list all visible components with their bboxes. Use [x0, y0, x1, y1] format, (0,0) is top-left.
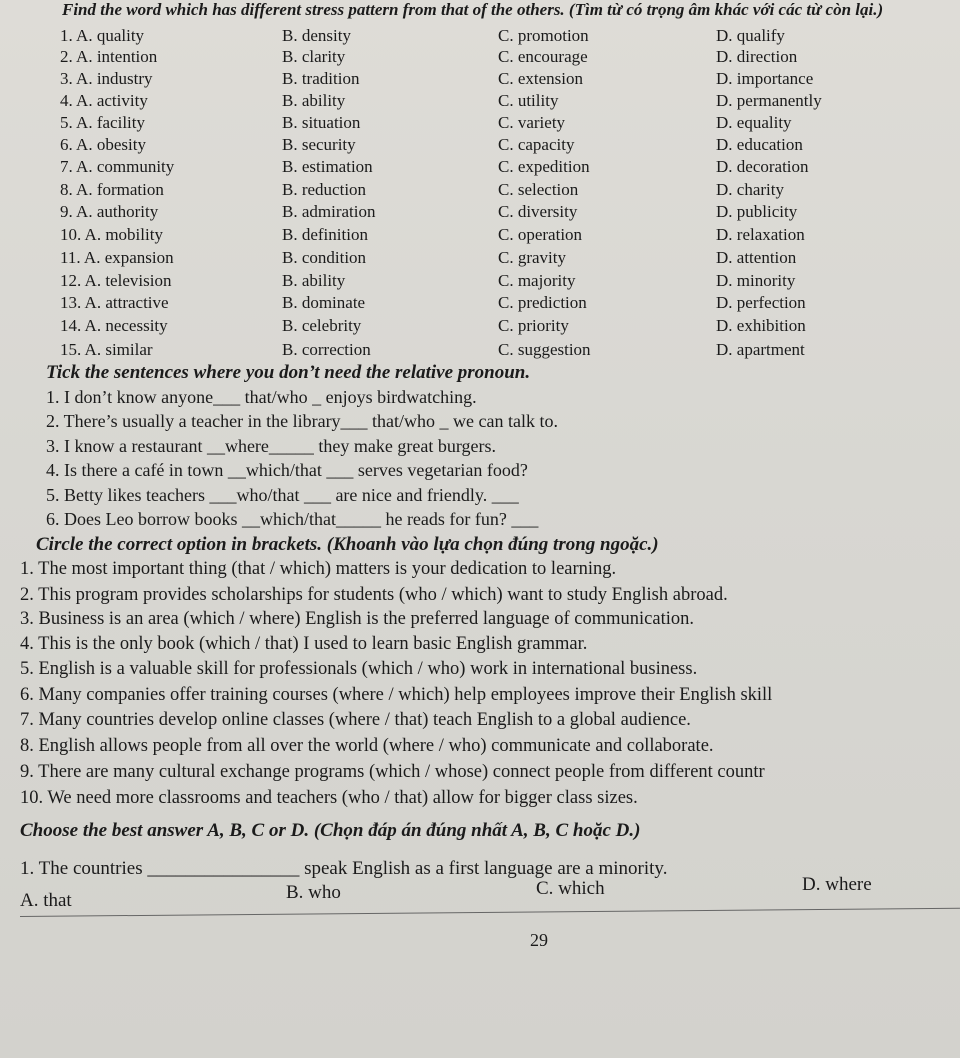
- table-row: [0, 340, 960, 362]
- table-row: [0, 47, 960, 69]
- list-item: 9. There are many cultural exchange programs (which / whose) connect people from different countr: [20, 762, 765, 782]
- section2-title: Tick the sentences where you don’t need the relative pronoun.: [46, 362, 531, 383]
- option-c: C. variety: [498, 113, 566, 132]
- option-d: D. education: [716, 135, 803, 154]
- option-b: B. admiration: [282, 202, 376, 221]
- table-row: [0, 248, 960, 270]
- option-b: B. reduction: [282, 180, 367, 199]
- option-a: 2. A. intention: [60, 47, 158, 66]
- option-a: 11. A. expansion: [60, 248, 174, 267]
- list-item: 4. This is the only book (which / that) I used to learn basic English grammar.: [20, 634, 588, 654]
- option-a: 4. A. activity: [60, 91, 148, 110]
- option-d: D. decoration: [716, 157, 809, 176]
- option-c: C. diversity: [498, 202, 578, 221]
- option-c: C. capacity: [498, 135, 575, 154]
- option-c: C. utility: [498, 91, 559, 110]
- table-row: [0, 202, 960, 224]
- list-item: 5. English is a valuable skill for professionals (which / who) work in international business.: [20, 659, 698, 679]
- list-item: 4. Is there a café in town __which/that ___ serves vegetarian food?: [46, 460, 528, 480]
- option-b: B. celebrity: [282, 316, 362, 335]
- list-item: 6. Does Leo borrow books __which/that_____ he reads for fun? ___: [46, 509, 539, 529]
- option-d: D. attention: [716, 248, 797, 267]
- option-c: C. operation: [498, 225, 583, 244]
- option-d: D. charity: [716, 180, 784, 199]
- option-d: D. direction: [716, 47, 798, 66]
- answer-option-a: A. that: [20, 890, 72, 911]
- option-b: B. situation: [282, 113, 361, 132]
- option-d: D. relaxation: [716, 225, 805, 244]
- list-item: 2. There’s usually a teacher in the library___ that/who _ we can talk to.: [46, 411, 559, 431]
- table-row: [0, 271, 960, 293]
- option-a: 7. A. community: [60, 157, 175, 176]
- option-a: 5. A. facility: [60, 113, 145, 132]
- option-c: C. prediction: [498, 293, 587, 312]
- option-c: C. priority: [498, 316, 569, 335]
- section1-title: Find the word which has different stress pattern from that of the others. (Tìm từ có trọng âm khác với các từ còn lại.): [62, 0, 884, 19]
- table-row: [0, 225, 960, 247]
- page-number: 29: [530, 930, 548, 950]
- table-row: [0, 91, 960, 113]
- list-item: 7. Many countries develop online classes (where / that) teach English to a global audience.: [20, 710, 691, 730]
- option-d: D. publicity: [716, 202, 798, 221]
- section4-title: Choose the best answer A, B, C or D. (Chọn đáp án đúng nhất A, B, C hoặc D.): [20, 820, 641, 841]
- option-b: B. density: [282, 26, 351, 45]
- option-d: D. exhibition: [716, 316, 806, 335]
- list-item: 8. English allows people from all over the world (where / who) communicate and collaborate.: [20, 736, 714, 756]
- option-c: C. suggestion: [498, 340, 591, 359]
- option-a: 13. A. attractive: [60, 293, 169, 312]
- option-b: B. correction: [282, 340, 371, 359]
- option-d: D. minority: [716, 271, 796, 290]
- option-a: 15. A. similar: [60, 340, 153, 359]
- table-row: [0, 157, 960, 179]
- option-b: B. definition: [282, 225, 368, 244]
- option-a: 12. A. television: [60, 271, 172, 290]
- option-d: D. importance: [716, 69, 814, 88]
- table-row: [0, 69, 960, 91]
- table-row: [0, 293, 960, 315]
- answer-option-b: B. who: [286, 882, 341, 903]
- option-a: 10. A. mobility: [60, 225, 163, 244]
- option-b: B. condition: [282, 248, 367, 267]
- option-d: D. equality: [716, 113, 792, 132]
- list-item: 3. I know a restaurant __where_____ they make great burgers.: [46, 436, 497, 456]
- option-c: C. promotion: [498, 26, 589, 45]
- answer-option-c: C. which: [536, 878, 605, 899]
- option-b: B. clarity: [282, 47, 346, 66]
- option-a: 9. A. authority: [60, 202, 159, 221]
- option-c: C. encourage: [498, 47, 588, 66]
- page-divider: [20, 908, 960, 917]
- option-c: C. selection: [498, 180, 579, 199]
- list-item: 1. The most important thing (that / which) matters is your dedication to learning.: [20, 559, 617, 579]
- option-b: B. ability: [282, 271, 346, 290]
- option-b: B. tradition: [282, 69, 360, 88]
- option-c: C. gravity: [498, 248, 566, 267]
- option-d: D. perfection: [716, 293, 806, 312]
- option-a: 14. A. necessity: [60, 316, 168, 335]
- list-item: 10. We need more classrooms and teachers (who / that) allow for bigger class sizes.: [20, 788, 638, 808]
- table-row: [0, 26, 960, 48]
- list-item: 2. This program provides scholarships for students (who / which) want to study English abroad.: [20, 585, 728, 605]
- option-d: D. permanently: [716, 91, 822, 110]
- list-item: 3. Business is an area (which / where) English is the preferred language of communication.: [20, 609, 695, 629]
- question-stem: 1. The countries ________________ speak English as a first language are a minority.: [20, 858, 668, 879]
- option-b: B. estimation: [282, 157, 373, 176]
- option-c: C. extension: [498, 69, 583, 88]
- option-a: 1. A. quality: [60, 26, 145, 45]
- section3-title: Circle the correct option in brackets. (Khoanh vào lựa chọn đúng trong ngoặc.): [36, 534, 659, 555]
- option-c: C. majority: [498, 271, 576, 290]
- list-item: 1. I don’t know anyone___ that/who _ enjoys birdwatching.: [46, 387, 477, 407]
- option-d: D. qualify: [716, 26, 785, 45]
- option-d: D. apartment: [716, 340, 805, 359]
- table-row: [0, 135, 960, 157]
- table-row: [0, 180, 960, 202]
- table-row: [0, 316, 960, 338]
- answer-option-d: D. where: [802, 874, 872, 895]
- list-item: 6. Many companies offer training courses (where / which) help employees improve their English skill: [20, 685, 773, 705]
- option-c: C. expedition: [498, 157, 590, 176]
- table-row: [0, 113, 960, 135]
- option-b: B. dominate: [282, 293, 366, 312]
- option-a: 3. A. industry: [60, 69, 153, 88]
- option-b: B. security: [282, 135, 356, 154]
- option-a: 8. A. formation: [60, 180, 164, 199]
- option-a: 6. A. obesity: [60, 135, 146, 154]
- list-item: 5. Betty likes teachers ___who/that ___ are nice and friendly. ___: [46, 485, 519, 505]
- option-b: B. ability: [282, 91, 346, 110]
